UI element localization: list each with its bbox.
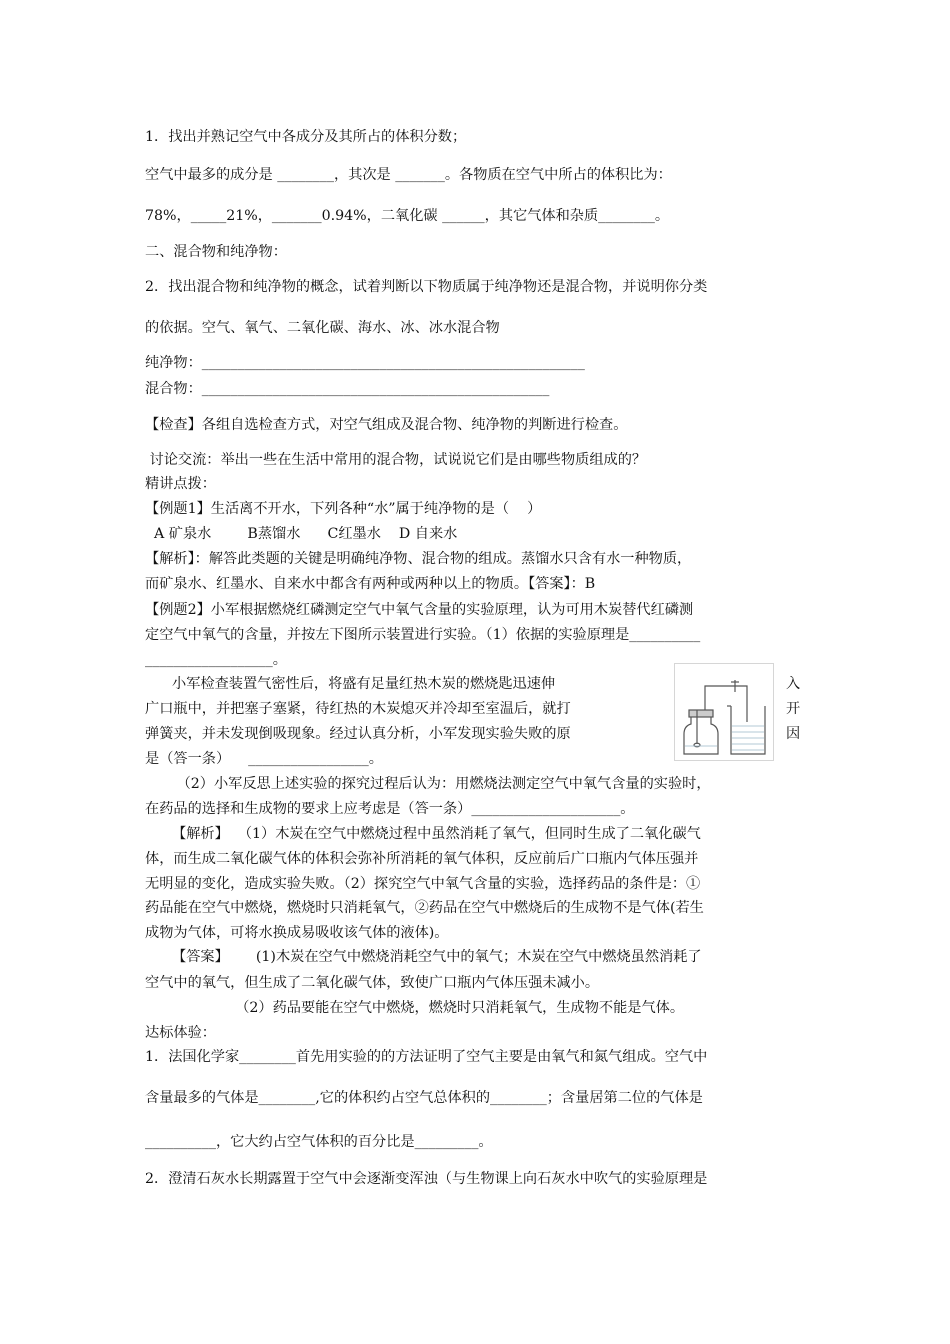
- text-line: 78%，_____21%，_______0.94%，二氧化碳 ______，其它气体和杂质________。: [145, 208, 670, 224]
- text-line: 定空气中氧气的含量，并按左下图所示装置进行实验。（1）依据的实验原理是__________: [145, 627, 701, 643]
- text-line: 空气中的氧气，但生成了二氧化碳气体，致使广口瓶内气体压强未减小。: [145, 975, 600, 991]
- text-line: 而矿泉水、红墨水、自来水中都含有两种或两种以上的物质。【答案】：B: [145, 576, 596, 592]
- text-line: 是（答一条） _________________。: [145, 751, 383, 767]
- text-line: 广口瓶中，并把塞子塞紧，待红热的木炭熄灭并冷却至室温后，就打: [145, 701, 571, 717]
- text-line: 【检查】各组自选检查方式，对空气组成及混合物、纯净物的判断进行检查。: [145, 417, 628, 433]
- text-line: 含量最多的气体是________,它的体积约占空气总体积的________；含量居第二位的气体是: [145, 1090, 703, 1106]
- wrapped-char: 开: [786, 701, 801, 717]
- wrapped-char: 入: [786, 676, 801, 692]
- text-line: 弹簧夹，并未发现倒吸现象。经过认真分析，小军发现实验失败的原: [145, 726, 571, 742]
- text-line: 【答案】 (1)木炭在空气中燃烧消耗空气中的氧气；木炭在空气中燃烧虽然消耗了: [145, 949, 702, 965]
- text-line: 2．澄清石灰水长期露置于空气中会逐渐变浑浊（与生物课上向石灰水中吹气的实验原理是: [145, 1171, 708, 1187]
- text-line: 体，而生成二氧化碳气体的体积会弥补所消耗的氧气体积，反应前后广口瓶内气体压强并: [145, 851, 699, 867]
- text-line: 2．找出混合物和纯净物的概念，试着判断以下物质属于纯净物还是混合物，并说明你分类: [145, 279, 708, 295]
- text-line: 无明显的变化，造成实验失败。（2）探究空气中氧气含量的实验，选择药品的条件是：①: [145, 876, 701, 892]
- section-heading: 精讲点拨：: [145, 476, 216, 492]
- text-line: 空气中最多的成分是 ________，其次是 _______。各物质在空气中所占的体积比为：: [145, 167, 672, 183]
- text-line: 的依据。空气、氧气、二氧化碳、海水、冰、冰水混合物: [145, 320, 500, 336]
- answer-line-mixture: 混合物：_________________________________________________: [145, 381, 550, 397]
- text-line: 1．找出并熟记空气中各成分及其所占的体积分数；: [145, 129, 467, 145]
- section-heading: 达标体验：: [145, 1025, 216, 1041]
- wrapped-char: 因: [786, 726, 801, 742]
- section-heading: 二、混合物和纯净物：: [145, 244, 287, 260]
- choice-line: A 矿泉水 B蒸馏水 C红墨水 D 自来水: [145, 526, 458, 542]
- text-line: 【解析】 （1）木炭在空气中燃烧过程中虽然消耗了氧气，但同时生成了二氧化碳气: [145, 826, 701, 842]
- text-line: __________________。: [145, 652, 287, 668]
- apparatus-figure: [674, 663, 774, 761]
- text-line: 成物为气体，可将水换成易吸收该气体的液体)。: [145, 925, 449, 941]
- text-line: 【例题2】小军根据燃烧红磷测定空气中氧气含量的实验原理，认为可用木炭替代红磷测: [145, 602, 694, 618]
- text-line: 小军检查装置气密性后，将盛有足量红热木炭的燃烧匙迅速伸: [145, 676, 556, 692]
- apparatus-diagram: [675, 664, 773, 760]
- text-line: （2）药品要能在空气中燃烧，燃烧时只消耗氧气，生成物不能是气体。: [145, 1000, 685, 1016]
- text-line: 在药品的选择和生成物的要求上应考虑是（答一条）_____________________。: [145, 801, 635, 817]
- text-line: 药品能在空气中燃烧，燃烧时只消耗氧气，②药品在空气中燃烧后的生成物不是气体(若生: [145, 900, 704, 916]
- text-line: 【例题1】生活离不开水，下列各种“水”属于纯净物的是（ ）: [145, 501, 542, 517]
- text-line: （2）小军反思上述实验的探究过程后认为：用燃烧法测定空气中氧气含量的实验时，: [145, 776, 711, 792]
- text-line: 1．法国化学家________首先用实验的的方法证明了空气主要是由氧气和氮气组成。空气中: [145, 1049, 708, 1065]
- text-line: __________，它大约占空气体积的百分比是_________。: [145, 1134, 493, 1150]
- text-line: 讨论交流：举出一些在生活中常用的混合物，试说说它们是由哪些物质组成的？: [145, 452, 647, 468]
- answer-line-pure: 纯净物：______________________________________________________: [145, 355, 585, 371]
- text-line: 【解析】：解答此类题的关键是明确纯净物、混合物的组成。蒸馏水只含有水一种物质，: [145, 551, 692, 567]
